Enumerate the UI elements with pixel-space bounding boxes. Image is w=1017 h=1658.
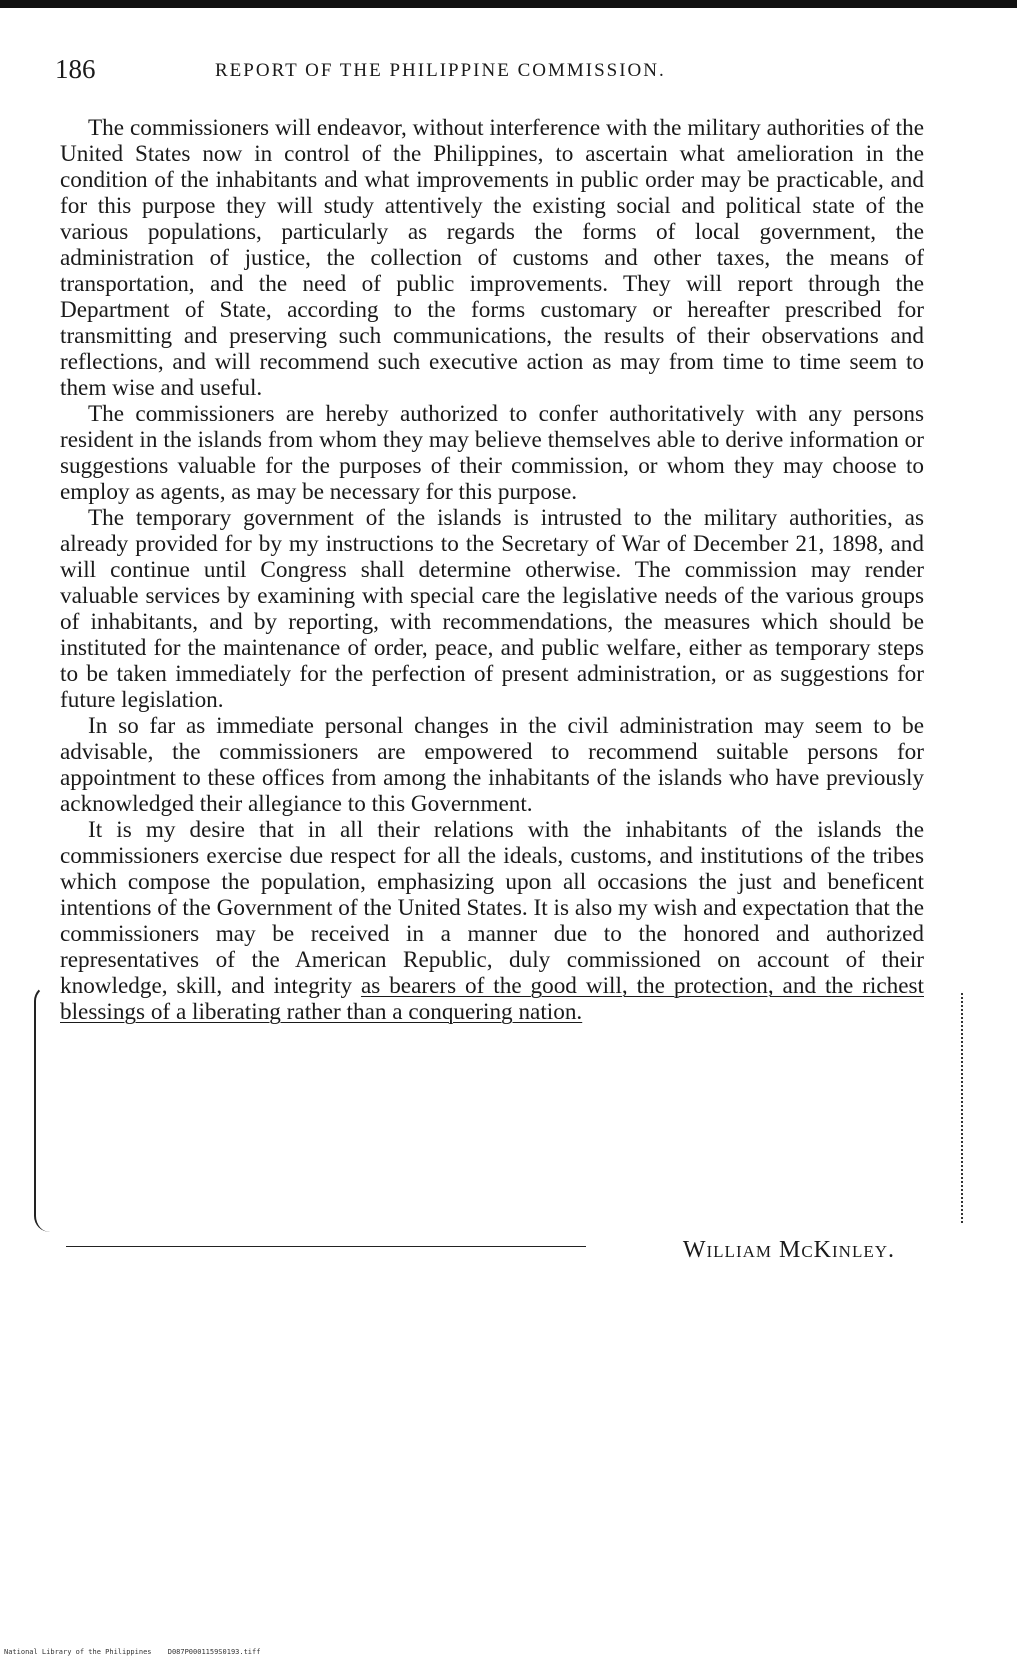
- underlined-passage: as bearers of the good will, the protection, and the richest blessings of a liberating rather than a conquering nation.: [60, 973, 924, 1025]
- running-head: REPORT OF THE PHILIPPINE COMMISSION.: [215, 60, 666, 81]
- paragraph: The commissioners will endeavor, without interference with the military authorities of the United States now in control of the Philippines, to ascertain what amelioration in the condition of the inhabitants and what improvements in public order may be practicable, and for this purpose they will study attentively the existing social and political state of the various populations, particularly as regards the forms of local government, the administration of justice, the collection of customs and other taxes, the means of transportation, and the need of public improvements. They will report through the Department of State, according to the forms customary or hereafter prescribed for transmitting and preserving such communications, the results of their observations and reflections, and will recommend such executive action as may from time to time seem to them wise and useful.: [60, 115, 924, 401]
- handwritten-underline: [66, 1246, 586, 1247]
- body-text: [60, 115, 924, 1025]
- paragraph-final: [60, 817, 924, 1025]
- page-number: 186: [55, 54, 96, 84]
- paragraph: The commissioners are hereby authorized to confer authoritatively with any persons resident in the islands from whom they may believe themselves able to derive information or suggestions valuable for the purposes of their commission, or whom they may choose to employ as agents, as may be necessary for this purpose.: [60, 401, 924, 505]
- footer-file: D087P0001159S0193.tiff: [167, 1648, 261, 1656]
- handwritten-left-bracket: [34, 985, 50, 1232]
- paragraph: In so far as immediate personal changes in the civil administration may seem to be advisable, the commissioners are empowered to recommend suitable persons for appointment to these offices from among the inhabitants of the islands who have previously acknowledged their allegiance to this Government.: [60, 713, 924, 817]
- footer-library: National Library of the Philippines: [4, 1648, 152, 1656]
- handwritten-right-bracket: [955, 993, 963, 1223]
- scan-footer: [4, 1648, 272, 1656]
- paragraph: The temporary government of the islands is intrusted to the military authorities, as already provided for by my instructions to the Secretary of War of December 21, 1898, and will continue until Congress shall determine otherwise. The commission may render valuable services by examining with special care the legislative needs of the various groups of inhabitants, and by reporting, with recommendations, the measures which should be instituted for the maintenance of order, peace, and public welfare, either as temporary steps to be taken immediately for the perfection of present administration, or as suggestions for future legislation.: [60, 505, 924, 713]
- scan-top-border: [0, 0, 1017, 8]
- page-header: [55, 54, 935, 94]
- paragraph-final-text: It is my desire that in all their relations with the inhabitants of the islands the commissioners exercise due respect for all the ideals, customs, and institutions of the tribes which compose the population, emphasizing upon all occasions the just and beneficent intentions of the Government of the United States. It is also my wish and expectation that the commissioners may be received in a manner due to the honored and authorized representatives of the American Republic, duly commissioned on account of their knowledge, skill, and integrity: [60, 817, 924, 999]
- signature: William McKinley.: [682, 1237, 895, 1263]
